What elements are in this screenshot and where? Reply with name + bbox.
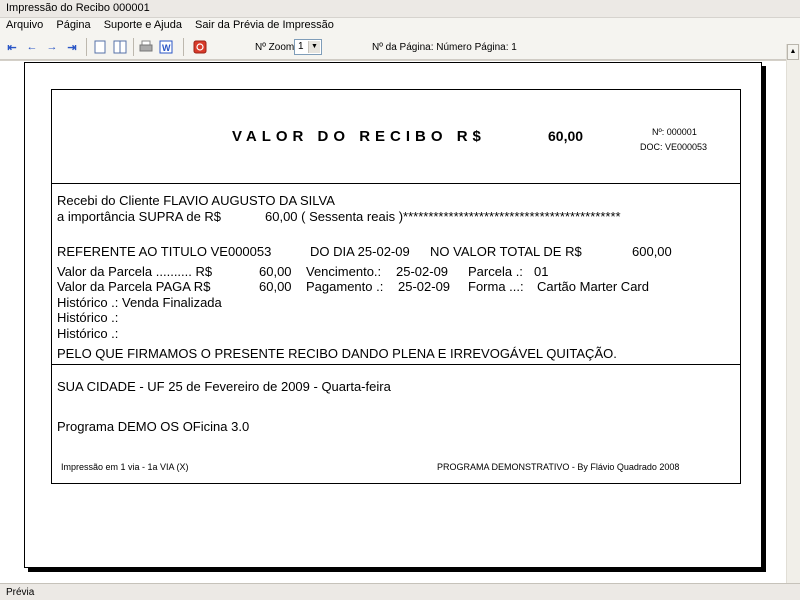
footer-left: Impressão em 1 via - 1a VIA (X) bbox=[61, 462, 189, 472]
forma-label: Forma ...: bbox=[468, 279, 524, 294]
vertical-scrollbar[interactable] bbox=[786, 44, 800, 583]
last-page-icon[interactable]: ⇥ bbox=[67, 41, 77, 54]
zoom-select[interactable] bbox=[294, 39, 322, 55]
status-text: Prévia bbox=[6, 587, 35, 598]
pagamento-value: 25-02-09 bbox=[398, 279, 451, 294]
receipt-box bbox=[51, 89, 741, 484]
two-pages-icon[interactable] bbox=[112, 39, 128, 55]
close-preview-icon[interactable] bbox=[192, 39, 208, 55]
printer-icon[interactable] bbox=[138, 39, 154, 55]
next-page-icon[interactable]: → bbox=[46, 41, 58, 53]
receipt-amount: 60,00 bbox=[548, 128, 584, 144]
ref-date: DO DIA 25-02-09 bbox=[310, 244, 410, 259]
importance-label: a importância SUPRA de R$ bbox=[57, 209, 222, 224]
ref-total-label: NO VALOR TOTAL DE R$ bbox=[430, 244, 582, 259]
window-title: Impressão do Recibo 000001 bbox=[6, 2, 150, 14]
historico-2: Histórico .: bbox=[57, 310, 119, 325]
menu-arquivo[interactable]: Arquivo bbox=[6, 19, 44, 31]
historico-1: Histórico .: Venda Finalizada bbox=[57, 295, 222, 310]
toolbar bbox=[0, 34, 800, 60]
scroll-up-icon[interactable]: ▲ bbox=[787, 44, 799, 60]
menu-bar bbox=[0, 18, 800, 34]
zoom-value: 1 bbox=[298, 41, 304, 52]
paga-label: Valor da Parcela PAGA R$ bbox=[57, 279, 211, 294]
city-date: SUA CIDADE - UF 25 de Fevereiro de 2009 - Quarta-feira bbox=[57, 379, 391, 394]
receipt-doc: DOC: VE000053 bbox=[640, 142, 708, 152]
parcela-num-label: Parcela .: bbox=[468, 264, 523, 279]
toolbar-separator bbox=[183, 38, 184, 56]
menu-sair-previa[interactable]: Sair da Prévia de Impressão bbox=[195, 19, 334, 31]
menu-suporte-ajuda[interactable]: Suporte e Ajuda bbox=[103, 19, 182, 31]
receipt-title: VALOR DO RECIBO R$ bbox=[232, 128, 486, 145]
word-export-icon[interactable] bbox=[158, 39, 174, 55]
historico-3: Histórico .: bbox=[57, 326, 119, 341]
single-page-icon[interactable] bbox=[92, 39, 108, 55]
zoom-label: Nº Zoom bbox=[255, 42, 295, 53]
parcela-value: 60,00 bbox=[259, 264, 292, 279]
toolbar-separator bbox=[133, 38, 134, 56]
forma-value: Cartão Marter Card bbox=[537, 279, 649, 294]
menu-pagina[interactable]: Página bbox=[56, 19, 91, 31]
footer-right: PROGRAMA DEMONSTRATIVO - By Flávio Quadrado 2008 bbox=[437, 462, 680, 472]
vencimento-label: Vencimento.: bbox=[306, 264, 382, 279]
ref-total-value: 600,00 bbox=[632, 244, 672, 259]
parcela-num-value: 01 bbox=[534, 264, 549, 279]
pagamento-label: Pagamento .: bbox=[306, 279, 384, 294]
client-line: Recebi do Cliente FLAVIO AUGUSTO DA SILVA bbox=[57, 193, 335, 208]
receipt-page bbox=[24, 62, 762, 568]
program-name: Programa DEMO OS OFicina 3.0 bbox=[57, 419, 250, 434]
first-page-icon[interactable]: ⇤ bbox=[7, 41, 17, 54]
vencimento-value: 25-02-09 bbox=[396, 264, 449, 279]
closing-statement: PELO QUE FIRMAMOS O PRESENTE RECIBO DANDO PLENA E IRREVOGÁVEL QUITAÇÃO. bbox=[57, 346, 617, 361]
paga-value: 60,00 bbox=[259, 279, 292, 294]
receipt-number: Nº: 000001 bbox=[652, 127, 697, 137]
status-bar bbox=[0, 583, 800, 600]
divider bbox=[52, 364, 740, 365]
page-number-label: Nº da Página: Número Página: 1 bbox=[372, 42, 517, 53]
previous-page-icon[interactable]: ← bbox=[26, 41, 38, 53]
parcela-label: Valor da Parcela .......... R$ bbox=[57, 264, 213, 279]
ref-label: REFERENTE AO TITULO VE000053 bbox=[57, 244, 272, 259]
svg-text:W: W bbox=[162, 43, 171, 53]
window-titlebar bbox=[0, 0, 800, 18]
importance-value: 60,00 ( Sessenta reais )******************************************* bbox=[265, 209, 621, 224]
toolbar-separator bbox=[86, 38, 87, 56]
chevron-down-icon[interactable]: ▼ bbox=[308, 41, 320, 53]
divider bbox=[52, 183, 740, 184]
